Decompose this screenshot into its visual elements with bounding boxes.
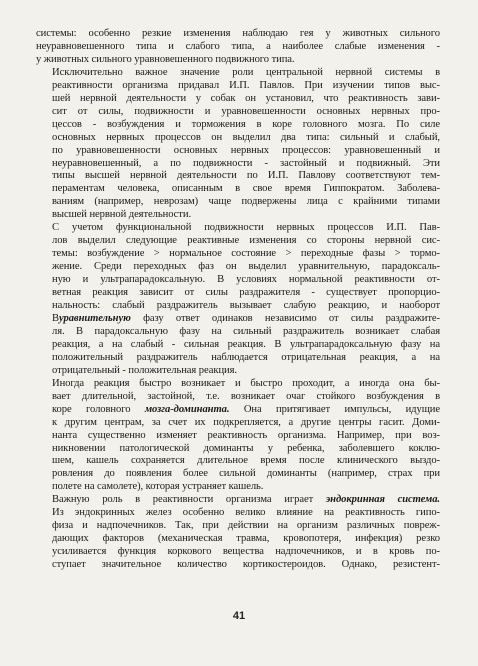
text-line: Важную роль в реактивности организма играет эндокринная система.	[52, 494, 440, 506]
text-line: коре головного мозга-доминанта. Она притягивает импульсы, идущие	[52, 403, 440, 415]
text-line: по уравновешенности основных нервных процессов: уравновешенный и	[52, 144, 440, 156]
text-line: неуравновешенного типа и слабого типа, а наиболее слабые изменения -	[36, 40, 440, 52]
text-line: к другим центрам, за счет их подкрепляется, а другие центры гасит. Доми-	[52, 416, 440, 428]
text-line: Вуравнительную фазу ответ одинаков независимо от силы раздражите-	[52, 312, 440, 324]
text-line: шей нервной деятельности у собак он установил, что реактивность зави-	[52, 92, 440, 104]
text-line: ную и ультрапарадоксальную. В условиях нормальной реактивности от-	[52, 274, 440, 286]
text-line: ваниям (например, неврозам) чаще подвержены лица с крайними типами	[52, 196, 440, 208]
text-line: цессов - возбуждения и торможения в коре головного мозга. По силе	[52, 118, 440, 130]
text-line: ровления до появления более сильной доминанты (например, страх при	[52, 468, 440, 480]
text-line: дающих факторов (механическая травма, кровопотеря, инфекция) резко	[52, 533, 440, 545]
text-line: Исключительно важное значение роли центральной нервной системы в	[52, 66, 440, 78]
page-number: 41	[232, 610, 246, 622]
text-line: типы высшей нервной деятельности по И.П. Павлову соответствуют тем-	[52, 170, 440, 182]
text-line: пераментам человека, описанным в свое время Гиппократом. Заболева-	[52, 183, 440, 195]
paragraph	[36, 222, 440, 377]
paragraph	[36, 494, 440, 572]
paragraph	[36, 28, 440, 67]
text-line: нальность: слабый раздражитель вызывает слабую реакцию, и наоборот	[52, 300, 440, 312]
text-line: С учетом функциональной подвижности нервных процессов И.П. Пав-	[52, 222, 440, 234]
emphasized-term: уравнительную	[59, 312, 131, 324]
text-line: положительный раздражитель наблюдается отрицательная реакция, а на	[52, 351, 440, 363]
text-line: высшей нервной деятельности.	[52, 209, 192, 221]
paragraph	[36, 67, 440, 222]
text-line: отрицательный - положительная реакция.	[52, 364, 237, 376]
text-line: Иногда реакция быстро возникает и быстро проходит, а иногда она бы-	[52, 377, 440, 389]
document-page	[36, 28, 440, 572]
text-line: системы: особенно резкие изменения наблюдаю гея у животных сильного	[36, 28, 440, 39]
text-line: лов выделил следующие реактивные изменения со стороны нервной сис-	[52, 235, 440, 247]
text-line: ветная реакция зависит от силы раздражителя - существует пропорцио-	[52, 287, 440, 299]
text-line: реактивности организма придавал И.П. Павлов. При изучении типов выс-	[52, 79, 440, 91]
text-line: шем, кашель сохраняется длительное время после клинического выздо-	[52, 455, 440, 467]
text-line: ступает значительное количество кортикостероидов. Однако, резистент-	[52, 559, 440, 571]
emphasized-term: мозга-доминанта.	[144, 403, 230, 415]
text-line: вает длительной, застойной, т.е. возникает очаг стойкого возбуждения в	[52, 390, 440, 402]
text-line: жение. Среди переходных фаз он выделил уравнительную, парадоксаль-	[52, 261, 440, 273]
text-line: реакция, а на слабый - сильная реакция. В ультрапарадоксальную фазу на	[52, 338, 440, 350]
text-line: физа и надпочечников. Так, при действии на организм различных повреж-	[52, 520, 440, 532]
paragraph	[36, 378, 440, 495]
emphasized-term: эндокринная система.	[325, 494, 440, 506]
text-line: никновении патологической доминанты у ребенка, заболевшего коклю-	[52, 442, 440, 454]
text-line: полете на самолете), которая устраняет кашель.	[52, 481, 264, 493]
text-line: неуравновешенный, а по подвижности - застойный и подвижный. Эти	[52, 157, 440, 169]
text-line: ля. В парадоксальную фазу на сильный раздражитель возникает слабая	[52, 325, 440, 337]
text-line: нанта существенно изменяет реактивность организма. Например, при воз-	[52, 429, 440, 441]
text-line: усиливается функция коркового вещества надпочечников, и в кровь по-	[52, 546, 440, 558]
text-line: сит от силы, подвижности и уравновешенности основных нервных про-	[52, 105, 440, 117]
text-line: основных нервных процессов он выделил два типа: сильный и слабый,	[52, 131, 440, 143]
text-line: у животных сильного уравновешенного подвижного типа.	[36, 53, 295, 65]
text-line: темы: возбуждение > нормальное состояние > переходные фазы > тормо-	[52, 248, 440, 260]
text-line: Из эндокринных желез особенно велико влияние на реактивность гипо-	[52, 507, 440, 519]
